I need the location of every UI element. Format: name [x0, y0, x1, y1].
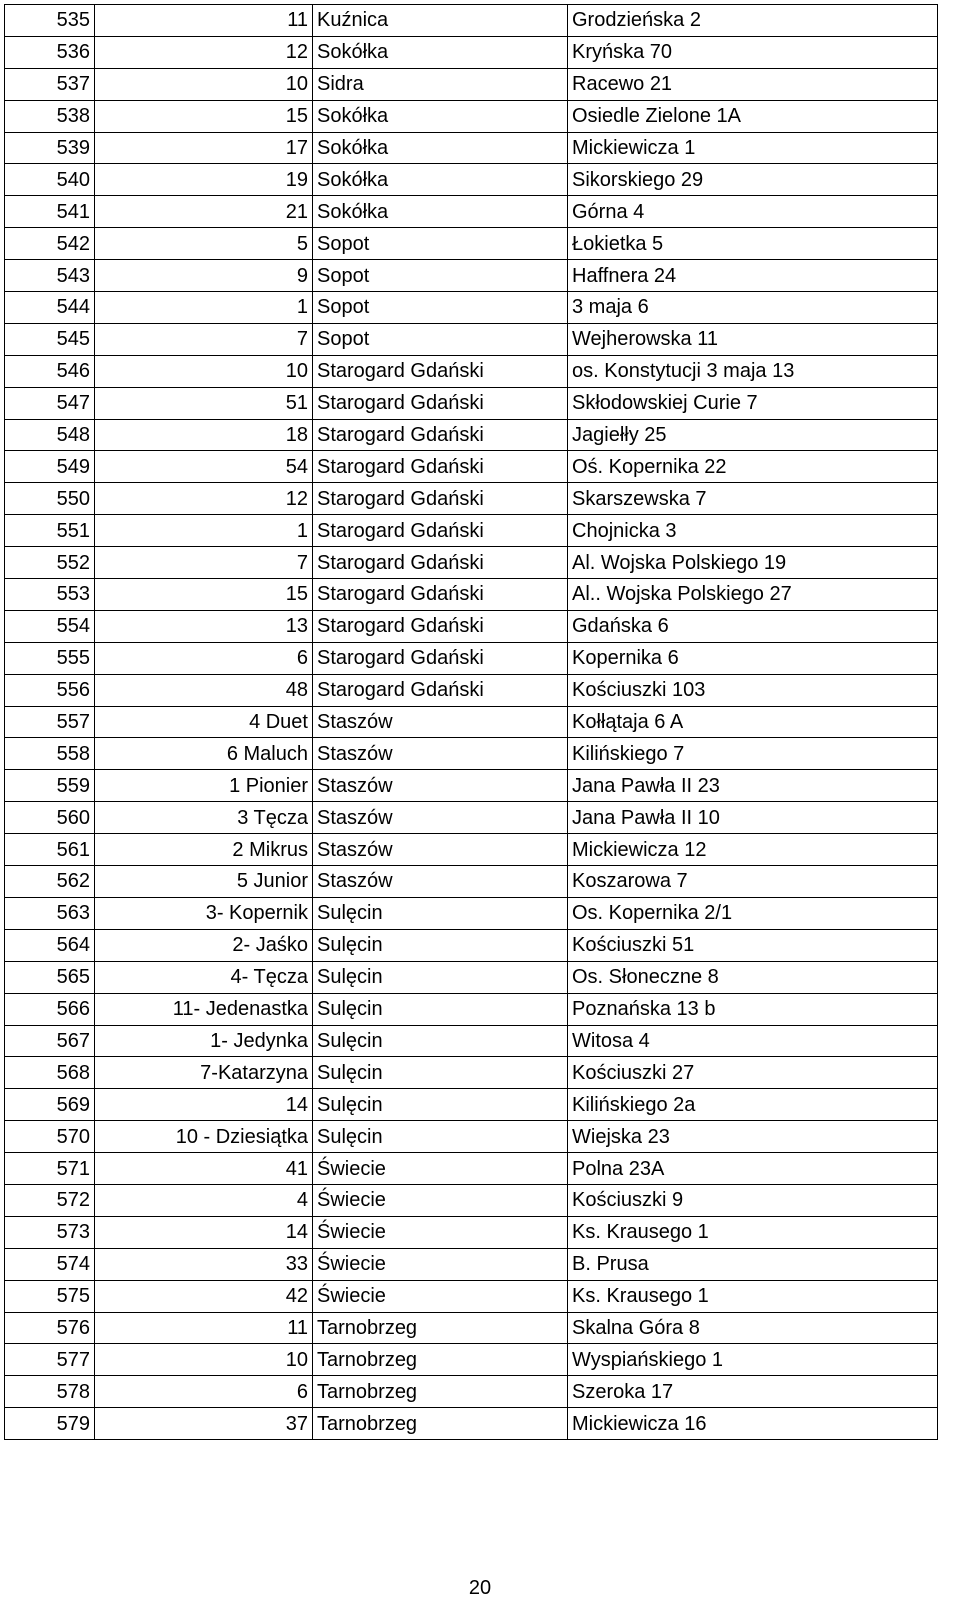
- address-cell: Kopernika 6: [568, 642, 938, 674]
- city-cell: Starogard Gdański: [313, 642, 568, 674]
- city-cell: Tarnobrzeg: [313, 1312, 568, 1344]
- school-number-cell: 11- Jedenastka: [95, 993, 313, 1025]
- school-number-cell: 13: [95, 610, 313, 642]
- city-cell: Staszów: [313, 706, 568, 738]
- school-number-cell: 5: [95, 228, 313, 260]
- school-number-cell: 17: [95, 132, 313, 164]
- row-index-cell: 564: [5, 929, 95, 961]
- address-cell: Szeroka 17: [568, 1376, 938, 1408]
- row-index-cell: 549: [5, 451, 95, 483]
- address-cell: Jana Pawła II 23: [568, 770, 938, 802]
- school-number-cell: 10: [95, 1344, 313, 1376]
- address-cell: Górna 4: [568, 196, 938, 228]
- table-row: [5, 1089, 938, 1121]
- city-cell: Sulęcin: [313, 1121, 568, 1153]
- table-row: [5, 738, 938, 770]
- row-index-cell: 561: [5, 834, 95, 866]
- school-number-cell: 6: [95, 1376, 313, 1408]
- city-cell: Staszów: [313, 802, 568, 834]
- table-row: [5, 1280, 938, 1312]
- table-row: [5, 5, 938, 37]
- row-index-cell: 569: [5, 1089, 95, 1121]
- city-cell: Tarnobrzeg: [313, 1408, 568, 1440]
- table-row: [5, 1344, 938, 1376]
- city-cell: Sulęcin: [313, 993, 568, 1025]
- address-cell: Os. Kopernika 2/1: [568, 897, 938, 929]
- address-cell: Mickiewicza 16: [568, 1408, 938, 1440]
- row-index-cell: 572: [5, 1184, 95, 1216]
- row-index-cell: 545: [5, 323, 95, 355]
- row-index-cell: 542: [5, 228, 95, 260]
- address-cell: os. Konstytucji 3 maja 13: [568, 355, 938, 387]
- table-row: [5, 1248, 938, 1280]
- table-row: [5, 1184, 938, 1216]
- page-number: 20: [468, 1577, 492, 1599]
- table-row: [5, 897, 938, 929]
- school-number-cell: 21: [95, 196, 313, 228]
- school-number-cell: 2- Jaśko: [95, 929, 313, 961]
- table-row: [5, 674, 938, 706]
- row-index-cell: 537: [5, 68, 95, 100]
- school-number-cell: 42: [95, 1280, 313, 1312]
- city-cell: Sopot: [313, 228, 568, 260]
- row-index-cell: 570: [5, 1121, 95, 1153]
- address-cell: Koszarowa 7: [568, 866, 938, 898]
- table-row: [5, 866, 938, 898]
- row-index-cell: 563: [5, 897, 95, 929]
- city-cell: Starogard Gdański: [313, 387, 568, 419]
- school-number-cell: 6: [95, 642, 313, 674]
- city-cell: Starogard Gdański: [313, 674, 568, 706]
- table-row: [5, 483, 938, 515]
- table-row: [5, 100, 938, 132]
- city-cell: Sulęcin: [313, 1057, 568, 1089]
- table-row: [5, 1153, 938, 1185]
- address-cell: Chojnicka 3: [568, 515, 938, 547]
- school-number-cell: 7: [95, 547, 313, 579]
- address-cell: B. Prusa: [568, 1248, 938, 1280]
- table-row: [5, 802, 938, 834]
- city-cell: Świecie: [313, 1248, 568, 1280]
- city-cell: Sulęcin: [313, 1089, 568, 1121]
- city-cell: Sulęcin: [313, 961, 568, 993]
- table-row: [5, 36, 938, 68]
- row-index-cell: 557: [5, 706, 95, 738]
- city-cell: Starogard Gdański: [313, 355, 568, 387]
- school-number-cell: 2 Mikrus: [95, 834, 313, 866]
- address-cell: Poznańska 13 b: [568, 993, 938, 1025]
- address-cell: Witosa 4: [568, 1025, 938, 1057]
- table-row: [5, 642, 938, 674]
- city-cell: Świecie: [313, 1280, 568, 1312]
- school-number-cell: 37: [95, 1408, 313, 1440]
- table-row: [5, 1025, 938, 1057]
- city-cell: Kuźnica: [313, 5, 568, 37]
- city-cell: Starogard Gdański: [313, 451, 568, 483]
- row-index-cell: 571: [5, 1153, 95, 1185]
- city-cell: Sopot: [313, 292, 568, 324]
- row-index-cell: 558: [5, 738, 95, 770]
- row-index-cell: 552: [5, 547, 95, 579]
- school-number-cell: 41: [95, 1153, 313, 1185]
- address-cell: Oś. Kopernika 22: [568, 451, 938, 483]
- city-cell: Sokółka: [313, 164, 568, 196]
- row-index-cell: 567: [5, 1025, 95, 1057]
- address-cell: Łokietka 5: [568, 228, 938, 260]
- table-row: [5, 1312, 938, 1344]
- city-cell: Tarnobrzeg: [313, 1344, 568, 1376]
- row-index-cell: 541: [5, 196, 95, 228]
- table-row: [5, 993, 938, 1025]
- school-number-cell: 51: [95, 387, 313, 419]
- address-cell: Kilińskiego 2a: [568, 1089, 938, 1121]
- address-cell: Skłodowskiej Curie 7: [568, 387, 938, 419]
- row-index-cell: 543: [5, 260, 95, 292]
- school-number-cell: 11: [95, 1312, 313, 1344]
- table-row: [5, 387, 938, 419]
- row-index-cell: 566: [5, 993, 95, 1025]
- school-number-cell: 4- Tęcza: [95, 961, 313, 993]
- school-number-cell: 9: [95, 260, 313, 292]
- table-row: [5, 579, 938, 611]
- row-index-cell: 550: [5, 483, 95, 515]
- address-cell: Kryńska 70: [568, 36, 938, 68]
- row-index-cell: 568: [5, 1057, 95, 1089]
- city-cell: Staszów: [313, 738, 568, 770]
- city-cell: Świecie: [313, 1216, 568, 1248]
- row-index-cell: 544: [5, 292, 95, 324]
- city-cell: Staszów: [313, 770, 568, 802]
- row-index-cell: 555: [5, 642, 95, 674]
- city-cell: Sokółka: [313, 132, 568, 164]
- table-row: [5, 68, 938, 100]
- table-row: [5, 323, 938, 355]
- table-body: [5, 5, 938, 1440]
- row-index-cell: 535: [5, 5, 95, 37]
- address-cell: Sikorskiego 29: [568, 164, 938, 196]
- school-number-cell: 11: [95, 5, 313, 37]
- row-index-cell: 548: [5, 419, 95, 451]
- address-cell: Kościuszki 27: [568, 1057, 938, 1089]
- address-cell: Mickiewicza 12: [568, 834, 938, 866]
- school-number-cell: 12: [95, 483, 313, 515]
- address-cell: Wiejska 23: [568, 1121, 938, 1153]
- city-cell: Świecie: [313, 1153, 568, 1185]
- table-row: [5, 1376, 938, 1408]
- school-number-cell: 54: [95, 451, 313, 483]
- school-number-cell: 19: [95, 164, 313, 196]
- school-number-cell: 48: [95, 674, 313, 706]
- school-number-cell: 14: [95, 1089, 313, 1121]
- table-row: [5, 292, 938, 324]
- table-row: [5, 929, 938, 961]
- row-index-cell: 578: [5, 1376, 95, 1408]
- city-cell: Sulęcin: [313, 929, 568, 961]
- row-index-cell: 540: [5, 164, 95, 196]
- table-row: [5, 610, 938, 642]
- city-cell: Sidra: [313, 68, 568, 100]
- city-cell: Sopot: [313, 323, 568, 355]
- row-index-cell: 539: [5, 132, 95, 164]
- address-cell: Mickiewicza 1: [568, 132, 938, 164]
- school-number-cell: 18: [95, 419, 313, 451]
- city-cell: Staszów: [313, 834, 568, 866]
- table-row: [5, 770, 938, 802]
- city-cell: Tarnobrzeg: [313, 1376, 568, 1408]
- address-cell: Kościuszki 9: [568, 1184, 938, 1216]
- city-cell: Starogard Gdański: [313, 610, 568, 642]
- school-number-cell: 6 Maluch: [95, 738, 313, 770]
- table-row: [5, 228, 938, 260]
- school-number-cell: 1 Pionier: [95, 770, 313, 802]
- row-index-cell: 536: [5, 36, 95, 68]
- row-index-cell: 579: [5, 1408, 95, 1440]
- school-number-cell: 4 Duet: [95, 706, 313, 738]
- address-cell: Jagiełły 25: [568, 419, 938, 451]
- address-cell: Kościuszki 51: [568, 929, 938, 961]
- address-cell: Kilińskiego 7: [568, 738, 938, 770]
- table-row: [5, 196, 938, 228]
- row-index-cell: 575: [5, 1280, 95, 1312]
- table-row: [5, 1408, 938, 1440]
- address-cell: Ks. Krausego 1: [568, 1280, 938, 1312]
- table-row: [5, 1216, 938, 1248]
- table-row: [5, 1057, 938, 1089]
- school-number-cell: 7-Katarzyna: [95, 1057, 313, 1089]
- table-row: [5, 515, 938, 547]
- row-index-cell: 576: [5, 1312, 95, 1344]
- city-cell: Starogard Gdański: [313, 579, 568, 611]
- school-number-cell: 3 Tęcza: [95, 802, 313, 834]
- row-index-cell: 551: [5, 515, 95, 547]
- row-index-cell: 547: [5, 387, 95, 419]
- row-index-cell: 553: [5, 579, 95, 611]
- row-index-cell: 560: [5, 802, 95, 834]
- city-cell: Sulęcin: [313, 897, 568, 929]
- address-cell: Os. Słoneczne 8: [568, 961, 938, 993]
- row-index-cell: 546: [5, 355, 95, 387]
- table-row: [5, 260, 938, 292]
- schools-table: [4, 4, 937, 1440]
- address-cell: Grodzieńska 2: [568, 5, 938, 37]
- address-cell: Osiedle Zielone 1A: [568, 100, 938, 132]
- row-index-cell: 573: [5, 1216, 95, 1248]
- school-number-cell: 5 Junior: [95, 866, 313, 898]
- school-number-cell: 10: [95, 355, 313, 387]
- school-number-cell: 12: [95, 36, 313, 68]
- school-number-cell: 4: [95, 1184, 313, 1216]
- address-table: [4, 4, 938, 1440]
- school-number-cell: 14: [95, 1216, 313, 1248]
- school-number-cell: 1: [95, 515, 313, 547]
- city-cell: Starogard Gdański: [313, 419, 568, 451]
- table-row: [5, 164, 938, 196]
- city-cell: Sokółka: [313, 196, 568, 228]
- table-row: [5, 451, 938, 483]
- city-cell: Sokółka: [313, 36, 568, 68]
- city-cell: Starogard Gdański: [313, 515, 568, 547]
- table-row: [5, 961, 938, 993]
- city-cell: Starogard Gdański: [313, 483, 568, 515]
- address-cell: Wyspiańskiego 1: [568, 1344, 938, 1376]
- address-cell: 3 maja 6: [568, 292, 938, 324]
- school-number-cell: 7: [95, 323, 313, 355]
- school-number-cell: 1: [95, 292, 313, 324]
- city-cell: Starogard Gdański: [313, 547, 568, 579]
- school-number-cell: 15: [95, 100, 313, 132]
- address-cell: Wejherowska 11: [568, 323, 938, 355]
- school-number-cell: 33: [95, 1248, 313, 1280]
- address-cell: Ks. Krausego 1: [568, 1216, 938, 1248]
- address-cell: Jana Pawła II 10: [568, 802, 938, 834]
- row-index-cell: 577: [5, 1344, 95, 1376]
- address-cell: Al.. Wojska Polskiego 27: [568, 579, 938, 611]
- row-index-cell: 538: [5, 100, 95, 132]
- city-cell: Staszów: [313, 866, 568, 898]
- row-index-cell: 562: [5, 866, 95, 898]
- table-row: [5, 419, 938, 451]
- table-row: [5, 355, 938, 387]
- address-cell: Kościuszki 103: [568, 674, 938, 706]
- address-cell: Skarszewska 7: [568, 483, 938, 515]
- school-number-cell: 1- Jedynka: [95, 1025, 313, 1057]
- table-row: [5, 132, 938, 164]
- address-cell: Haffnera 24: [568, 260, 938, 292]
- row-index-cell: 559: [5, 770, 95, 802]
- table-row: [5, 834, 938, 866]
- school-number-cell: 10: [95, 68, 313, 100]
- address-cell: Polna 23A: [568, 1153, 938, 1185]
- city-cell: Sopot: [313, 260, 568, 292]
- address-cell: Racewo 21: [568, 68, 938, 100]
- row-index-cell: 574: [5, 1248, 95, 1280]
- table-row: [5, 1121, 938, 1153]
- address-cell: Kołłątaja 6 A: [568, 706, 938, 738]
- city-cell: Świecie: [313, 1184, 568, 1216]
- row-index-cell: 556: [5, 674, 95, 706]
- school-number-cell: 10 - Dziesiątka: [95, 1121, 313, 1153]
- address-cell: Skalna Góra 8: [568, 1312, 938, 1344]
- address-cell: Al. Wojska Polskiego 19: [568, 547, 938, 579]
- school-number-cell: 3- Kopernik: [95, 897, 313, 929]
- school-number-cell: 15: [95, 579, 313, 611]
- row-index-cell: 554: [5, 610, 95, 642]
- city-cell: Sokółka: [313, 100, 568, 132]
- row-index-cell: 565: [5, 961, 95, 993]
- table-row: [5, 547, 938, 579]
- address-cell: Gdańska 6: [568, 610, 938, 642]
- table-row: [5, 706, 938, 738]
- city-cell: Sulęcin: [313, 1025, 568, 1057]
